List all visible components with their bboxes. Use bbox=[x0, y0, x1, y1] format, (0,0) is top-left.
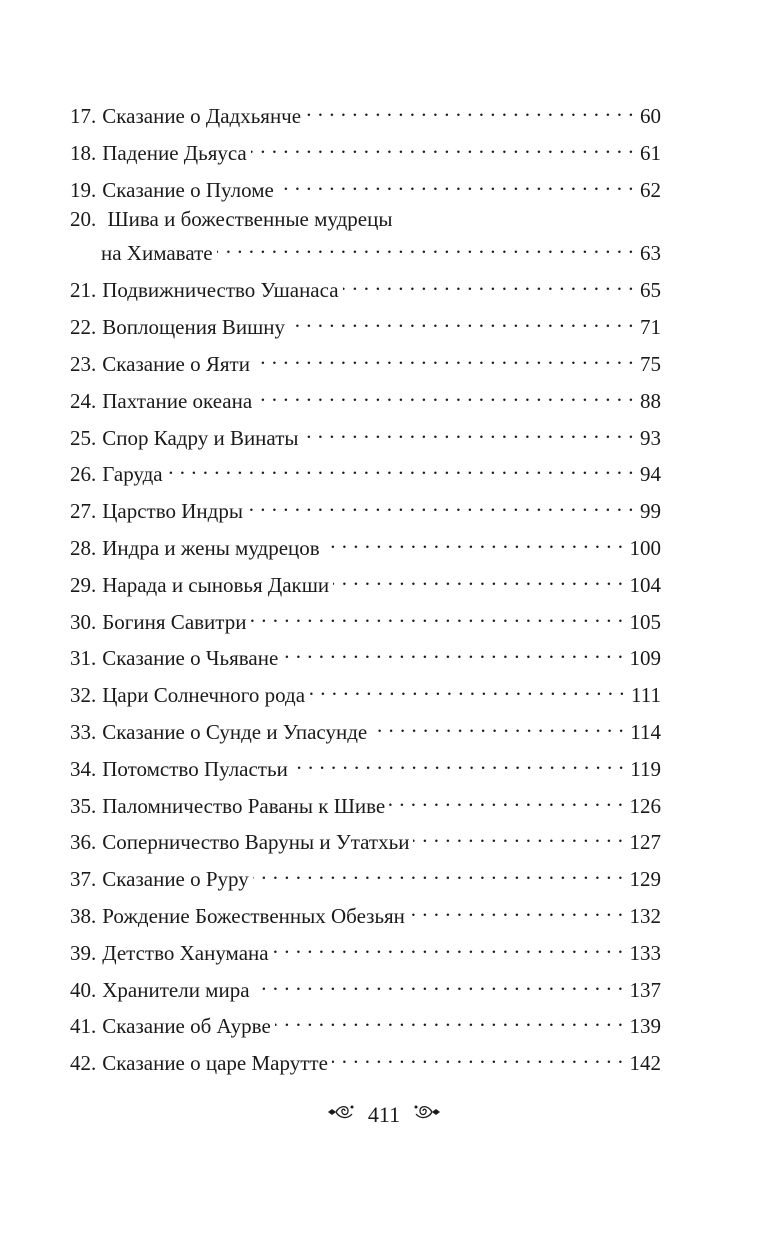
entry-number: 23. bbox=[70, 351, 97, 376]
dot-leader bbox=[303, 418, 635, 445]
dot-leader bbox=[256, 381, 634, 408]
entry-title: Падение Дьяуса bbox=[102, 140, 247, 165]
dot-leader bbox=[409, 896, 624, 923]
entry-title: Пахтание океана bbox=[102, 388, 253, 413]
dot-leader bbox=[282, 638, 623, 665]
entry-title: Рождение Божественных Обезьян bbox=[102, 903, 405, 928]
entry-title-continued: на Химавате bbox=[101, 241, 213, 266]
entry-title: Хранители мира bbox=[102, 977, 250, 1002]
toc-entry-35 bbox=[70, 786, 661, 823]
toc-entry-22 bbox=[70, 307, 661, 344]
dot-leader bbox=[275, 1006, 624, 1033]
entry-number: 38. bbox=[70, 903, 97, 928]
toc-entry-19 bbox=[70, 170, 661, 207]
entry-number: 28. bbox=[70, 535, 97, 560]
entry-title: Цари Солнечного рода bbox=[102, 683, 306, 708]
entry-number: 32. bbox=[70, 683, 97, 708]
entry-title: Индра и жены мудрецов bbox=[102, 535, 320, 560]
entry-page: 104 bbox=[629, 572, 661, 597]
entry-page: 93 bbox=[640, 425, 661, 450]
entry-page: 99 bbox=[640, 499, 661, 524]
entry-page: 62 bbox=[640, 177, 661, 202]
toc-entry-38 bbox=[70, 896, 661, 933]
toc-entry-33 bbox=[70, 712, 661, 749]
entry-number: 35. bbox=[70, 793, 97, 818]
dot-leader bbox=[289, 307, 634, 334]
toc-entry-23 bbox=[70, 344, 661, 381]
entry-page: 137 bbox=[629, 977, 661, 1002]
entry-page: 139 bbox=[629, 1014, 661, 1039]
entry-title: Сказание о Чьяване bbox=[102, 646, 279, 671]
page-footer bbox=[0, 1100, 768, 1129]
entry-title: Паломничество Раваны к Шиве bbox=[102, 793, 386, 818]
entry-number: 42. bbox=[70, 1051, 97, 1076]
toc-entry-27 bbox=[70, 491, 661, 528]
dot-leader bbox=[343, 270, 634, 297]
entry-number: 24. bbox=[70, 388, 97, 413]
entry-title: Подвижничество Ушанаса bbox=[102, 278, 339, 303]
entry-number: 39. bbox=[70, 940, 97, 965]
dot-leader bbox=[247, 491, 634, 518]
entry-title: Сказание о Руру bbox=[102, 867, 249, 892]
entry-page: 61 bbox=[640, 140, 661, 165]
dot-leader bbox=[251, 133, 634, 160]
entry-page: 132 bbox=[629, 903, 661, 928]
toc-entry-34 bbox=[70, 749, 661, 786]
ornament-left-icon bbox=[326, 1101, 356, 1129]
toc-entry-17 bbox=[70, 96, 661, 133]
entry-title: Сказание о Сунде и Упасунде bbox=[102, 719, 368, 744]
entry-title: Гаруда bbox=[102, 462, 163, 487]
entry-page: 60 bbox=[640, 104, 661, 128]
entry-page: 114 bbox=[630, 719, 661, 744]
dot-leader bbox=[371, 712, 624, 739]
page-number: 411 bbox=[367, 1101, 401, 1127]
entry-page: 65 bbox=[640, 278, 661, 303]
entry-number: 20. bbox=[70, 207, 97, 232]
dot-leader bbox=[250, 602, 623, 629]
toc-entry-36 bbox=[70, 822, 661, 859]
entry-number: 18. bbox=[70, 140, 97, 165]
entry-title: Нарада и сыновья Дакши bbox=[102, 572, 330, 597]
entry-page: 94 bbox=[640, 462, 661, 487]
entry-number: 33. bbox=[70, 719, 97, 744]
entry-title: Потомство Пуластьи bbox=[102, 756, 288, 781]
entry-title: Спор Кадру и Винаты bbox=[102, 425, 299, 450]
entry-page: 88 bbox=[640, 388, 661, 413]
toc-entry-26 bbox=[70, 454, 661, 491]
entry-number: 22. bbox=[70, 315, 97, 340]
toc-entry-24 bbox=[70, 381, 661, 418]
entry-title: Воплощения Вишну bbox=[102, 315, 286, 340]
entry-number: 25. bbox=[70, 425, 97, 450]
entry-number: 27. bbox=[70, 499, 97, 524]
toc-entry-37 bbox=[70, 859, 661, 896]
entry-page: 63 bbox=[640, 241, 661, 266]
entry-page: 129 bbox=[629, 867, 661, 892]
dot-leader bbox=[253, 859, 624, 886]
dot-leader bbox=[332, 1043, 624, 1070]
entry-line-2 bbox=[70, 233, 661, 266]
entry-number: 17. bbox=[70, 104, 97, 128]
entry-title: Царство Индры bbox=[102, 499, 243, 524]
dot-leader bbox=[167, 454, 634, 481]
entry-number: 26. bbox=[70, 462, 97, 487]
entry-title: Детство Ханумана bbox=[102, 940, 269, 965]
dot-leader bbox=[309, 675, 625, 702]
entry-title: Сказание о Дадхьянче bbox=[102, 104, 302, 128]
entry-page: 133 bbox=[629, 940, 661, 965]
entry-page: 71 bbox=[640, 315, 661, 340]
entry-title: Соперничество Варуны и Утатхьи bbox=[102, 830, 410, 855]
dot-leader bbox=[278, 170, 634, 197]
dot-leader bbox=[273, 933, 624, 960]
toc-entry-28 bbox=[70, 528, 661, 565]
dot-leader bbox=[305, 96, 634, 123]
entry-page: 109 bbox=[629, 646, 661, 671]
toc-entry-30 bbox=[70, 602, 661, 639]
entry-title: Богиня Савитри bbox=[102, 609, 247, 634]
toc-entry-21 bbox=[70, 270, 661, 307]
entry-title: Сказание о Яяти bbox=[102, 351, 250, 376]
entry-page: 100 bbox=[629, 535, 661, 560]
entry-title: Сказание о царе Марутте bbox=[102, 1051, 328, 1076]
entry-number: 31. bbox=[70, 646, 97, 671]
entry-number: 41. bbox=[70, 1014, 97, 1039]
entry-page: 111 bbox=[631, 683, 661, 708]
dot-leader bbox=[413, 822, 623, 849]
toc-entry-32 bbox=[70, 675, 661, 712]
entry-number: 19. bbox=[70, 177, 97, 202]
toc-entry-29 bbox=[70, 565, 661, 602]
entry-page: 105 bbox=[629, 609, 661, 634]
toc-entry-20 bbox=[70, 206, 661, 266]
dot-leader bbox=[217, 233, 634, 260]
entry-title: Сказание о Пуломе bbox=[102, 177, 274, 202]
toc-entry-25 bbox=[70, 418, 661, 455]
entry-number: 29. bbox=[70, 572, 97, 597]
entry-title: Сказание об Аурве bbox=[102, 1014, 271, 1039]
entry-page: 126 bbox=[629, 793, 661, 818]
toc-entry-39 bbox=[70, 933, 661, 970]
dot-leader bbox=[333, 565, 623, 592]
entry-page: 127 bbox=[629, 830, 661, 855]
entry-number: 36. bbox=[70, 830, 97, 855]
entry-number: 37. bbox=[70, 867, 97, 892]
entry-page: 119 bbox=[630, 756, 661, 781]
entry-number: 34. bbox=[70, 756, 97, 781]
dot-leader bbox=[324, 528, 624, 555]
toc-entry-42 bbox=[70, 1043, 661, 1080]
entry-line-1 bbox=[70, 206, 661, 233]
entry-page: 75 bbox=[640, 351, 661, 376]
entry-number: 30. bbox=[70, 609, 97, 634]
dot-leader bbox=[292, 749, 624, 776]
entry-number: 21. bbox=[70, 278, 97, 303]
entry-page: 142 bbox=[629, 1051, 661, 1076]
toc-entry-31 bbox=[70, 638, 661, 675]
dot-leader bbox=[254, 344, 634, 371]
entry-number: 40. bbox=[70, 977, 97, 1002]
toc-entry-40 bbox=[70, 970, 661, 1007]
entry-title: Шива и божественные мудрецы bbox=[107, 207, 393, 232]
dot-leader bbox=[254, 970, 624, 997]
table-of-contents bbox=[70, 96, 661, 1080]
dot-leader bbox=[389, 786, 623, 813]
toc-entry-18 bbox=[70, 133, 661, 170]
ornament-right-icon bbox=[412, 1101, 442, 1129]
toc-entry-41 bbox=[70, 1006, 661, 1043]
